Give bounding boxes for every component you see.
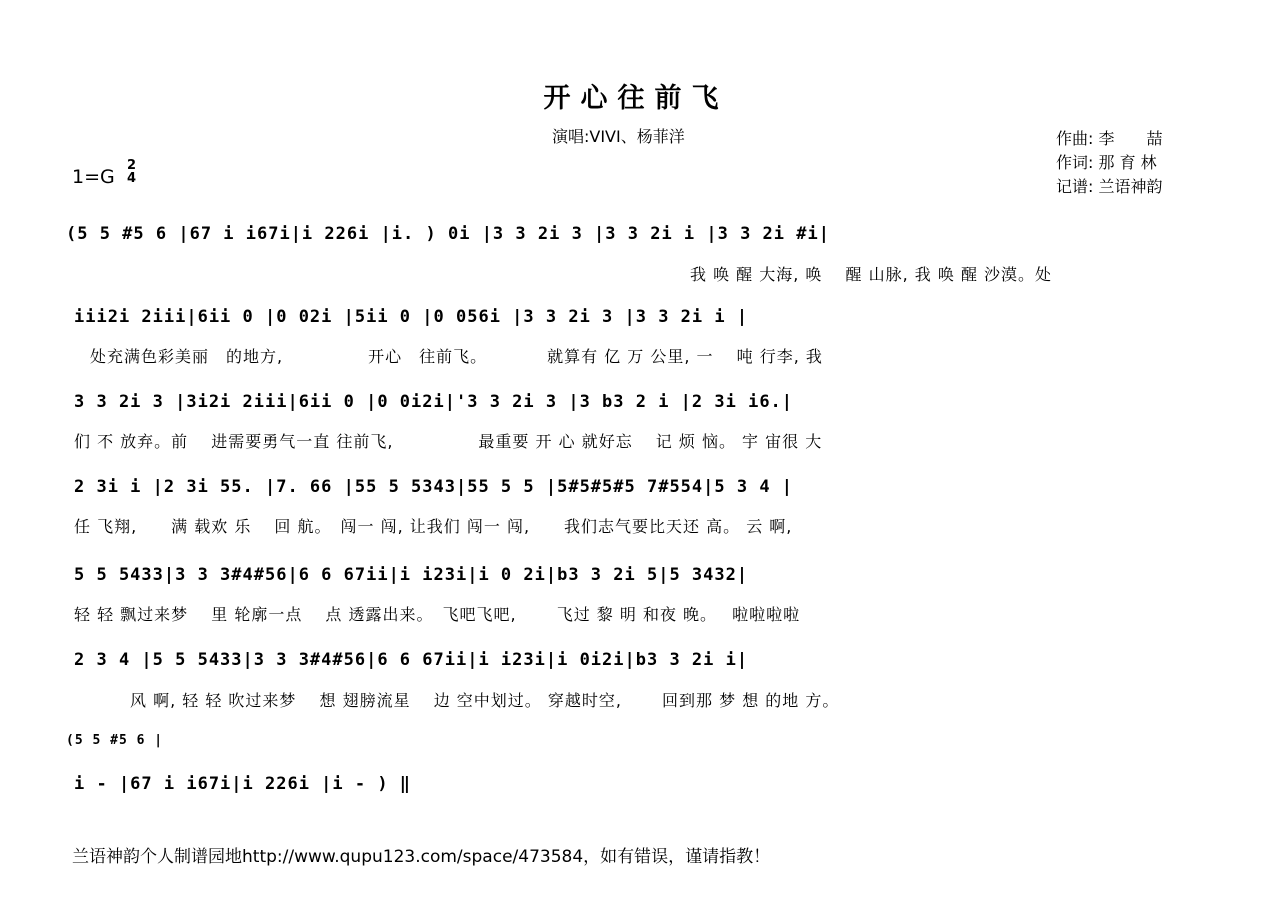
notes-row-2: iii2i 2iii|6ii 0 |0 02i |5ii 0 |0 056i |3 3 2i 3 |3 3 2i i | [74, 307, 749, 327]
notes-row-6: 2 3 4 |5 5 5433|3 3 3#4#56|6 6 67ii|i i23i|i 0i2i|b3 3 2i i| [74, 650, 749, 670]
notes-row-1: (5 5 #5 6 |67 i i67i|i 226i |i. ) 0i |3 3 2i 3 |3 3 2i i |3 3 2i #i| [66, 224, 830, 244]
lyrics-row-6: 风 啊, 轻 轻 吹过来梦 想 翅膀流星 边 空中划过。 穿越时空, 回到那 梦 想 的地 方。 [130, 691, 840, 710]
notes-row-7: i - |67 i i67i|i 226i |i - ) ‖ [74, 774, 412, 794]
footer-note: 兰语神韵个人制谱园地http://www.qupu123.com/space/473584，如有错误，谨请指教！ [72, 847, 771, 867]
notes-row-3: 3 3 2i 3 |3i2i 2iii|6ii 0 |0 0i2i|'3 3 2i 3 |3 b3 2 i |2 3i i6.| [74, 392, 794, 412]
credit-transcriber: 记谱: 兰语神韵 [1056, 177, 1163, 196]
time-sig-bottom: 4 [127, 171, 137, 186]
page-title: 开心往前飞 [543, 83, 729, 114]
credit-composer: 作曲: 李 喆 [1056, 129, 1163, 148]
singer-line: 演唱:VIVI、杨菲洋 [552, 127, 685, 146]
time-signature [127, 159, 136, 185]
lyrics-row-5: 轻 轻 飘过来梦 里 轮廓一点 点 透露出来。 飞吧飞吧, 飞过 黎 明 和夜 晚。 啦啦啦啦 [74, 605, 801, 624]
lyrics-row-3: 们 不 放弃。前 进需要勇气一直 往前飞, 最重要 开 心 就好忘 记 烦 恼。 宇 宙很 大 [74, 432, 823, 451]
time-sig-top: 2 [127, 158, 137, 173]
lyrics-row-4: 任 飞翔, 满 载欢 乐 回 航。 闯一 闯, 让我们 闯一 闯, 我们志气要比天还 高。 云 啊, [74, 517, 793, 536]
notes-row-7-intro: (5 5 #5 6 | [66, 733, 164, 748]
lyrics-row-2: 处充满色彩美丽 的地方, 开心 往前飞。 就算有 亿 万 公里, 一 吨 行李, 我 [90, 347, 823, 366]
notes-row-4: 2 3i i |2 3i 55. |7. 66 |55 5 5343|55 5 5 |5#5#5#5 7#554|5 3 4 | [74, 477, 794, 497]
key-signature: 1=G [72, 166, 115, 188]
lyrics-row-1: 我 唤 醒 大海, 唤 醒 山脉, 我 唤 醒 沙漠。处 [690, 265, 1053, 284]
notes-row-5: 5 5 5433|3 3 3#4#56|6 6 67ii|i i23i|i 0 2i|b3 3 2i 5|5 3432| [74, 565, 749, 585]
credit-lyricist: 作词: 那 育 林 [1056, 153, 1157, 172]
